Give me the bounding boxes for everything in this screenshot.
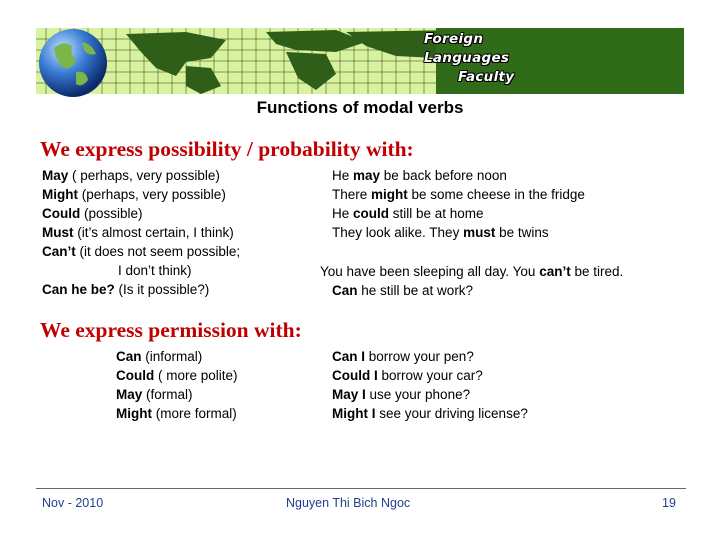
list-item: I don’t think) xyxy=(118,263,192,278)
list-item: Might (perhaps, very possible) xyxy=(42,187,226,202)
permission-left-list xyxy=(116,347,238,423)
list-item: Can (informal) xyxy=(116,349,203,364)
list-item: Can’t (it does not seem possible; xyxy=(42,244,241,259)
example-item: He could still be at home xyxy=(332,206,484,221)
page-number: 19 xyxy=(662,496,676,510)
example-item: There might be some cheese in the fridge xyxy=(332,187,585,202)
permission-heading: We express permission with: xyxy=(40,318,302,342)
possibility-left-list xyxy=(42,166,240,299)
footer-author: Nguyen Thi Bich Ngoc xyxy=(286,496,411,510)
list-item: Must (it’s almost certain, I think) xyxy=(42,225,234,240)
example-item: Could I borrow your car? xyxy=(332,368,483,383)
footer-date: Nov - 2010 xyxy=(42,496,104,510)
faculty-logo xyxy=(424,30,664,90)
permission-right-examples xyxy=(332,347,528,423)
list-item: May ( perhaps, very possible) xyxy=(42,168,220,183)
list-item: Could (possible) xyxy=(42,206,143,221)
logo-line-3: Faculty xyxy=(458,69,515,85)
list-item: Can he be? (Is it possible?) xyxy=(42,282,210,297)
list-item: May (formal) xyxy=(116,387,193,402)
example-item: May I use your phone? xyxy=(332,387,471,402)
example-item: Might I see your driving license? xyxy=(332,406,528,421)
possibility-right-examples-2 xyxy=(320,262,623,300)
example-item: You have been sleeping all day. You can’t be tired. xyxy=(320,264,624,279)
logo-line-2: Languages xyxy=(424,50,510,66)
example-item: He may be back before noon xyxy=(332,168,507,183)
globe-icon xyxy=(36,26,110,100)
footer-divider xyxy=(36,488,686,489)
example-item: Can he still be at work? xyxy=(332,283,474,298)
logo-line-1: Foreign xyxy=(424,31,484,47)
example-item: They look alike. They must be twins xyxy=(332,225,549,240)
list-item: Might (more formal) xyxy=(116,406,237,421)
possibility-right-examples-1 xyxy=(332,166,585,242)
example-item: Can I borrow your pen? xyxy=(332,349,474,364)
slide-title: Functions of modal verbs xyxy=(256,98,464,117)
list-item: Could ( more polite) xyxy=(116,368,238,383)
possibility-heading: We express possibility / probability with: xyxy=(40,137,414,161)
